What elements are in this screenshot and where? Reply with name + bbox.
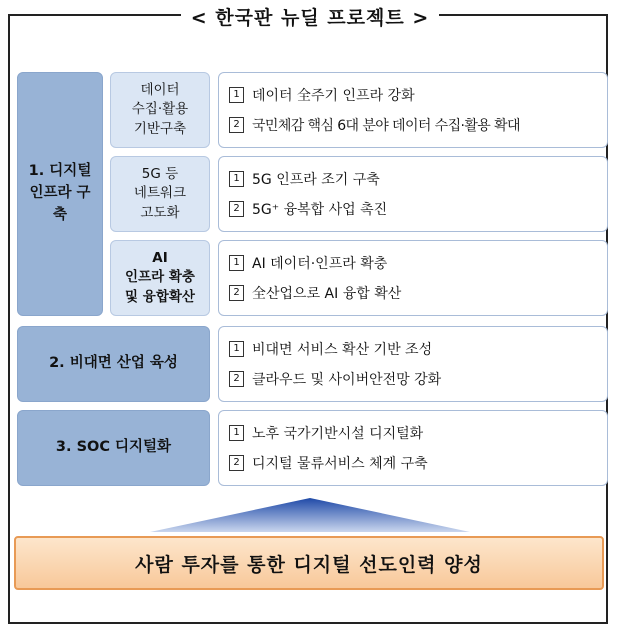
list-item: 2 클라우드 및 사이버안전망 강화 [229,369,597,389]
number-box: 1 [229,341,244,357]
group-ai-label: AI 인프라 확충 및 융합확산 [110,240,210,316]
group-ai-items [218,240,608,316]
list-item: 2 디지털 물류서비스 체계 구축 [229,453,597,473]
section-1-label: 1. 디지털 인프라 구축 [17,72,103,316]
diagram-title: < 한국판 뉴딜 프로젝트 > [0,3,620,30]
number-box: 2 [229,455,244,471]
group-5g-items [218,156,608,232]
number-box: 2 [229,371,244,387]
group-data-items [218,72,608,148]
group-data-label: 데이터 수집·활용 기반구축 [110,72,210,148]
section-3-items [218,410,608,486]
section-3-label: 3. SOC 디지털화 [17,410,210,486]
list-item: 2 全산업으로 AI 융합 확산 [229,283,597,303]
section-2-label: 2. 비대면 산업 육성 [17,326,210,402]
number-box: 1 [229,171,244,187]
list-item: 1 노후 국가기반시설 디지털화 [229,423,597,443]
number-box: 1 [229,255,244,271]
list-item: 1 AI 데이터·인프라 확충 [229,253,597,273]
number-box: 2 [229,201,244,217]
number-box: 1 [229,425,244,441]
group-5g-label: 5G 등 네트워크 고도화 [110,156,210,232]
list-item: 1 5G 인프라 조기 구축 [229,169,597,189]
list-item: 2 5G⁺ 융복합 사업 촉진 [229,199,597,219]
bottom-banner: 사람 투자를 통한 디지털 선도인력 양성 [14,536,604,590]
list-item: 1 비대면 서비스 확산 기반 조성 [229,339,597,359]
number-box: 1 [229,87,244,103]
list-item: 2 국민체감 핵심 6대 분야 데이터 수집·활용 확대 [229,115,597,135]
up-arrow-icon [150,498,470,532]
number-box: 2 [229,285,244,301]
list-item: 1 데이터 全주기 인프라 강화 [229,85,597,105]
section-2-items [218,326,608,402]
number-box: 2 [229,117,244,133]
